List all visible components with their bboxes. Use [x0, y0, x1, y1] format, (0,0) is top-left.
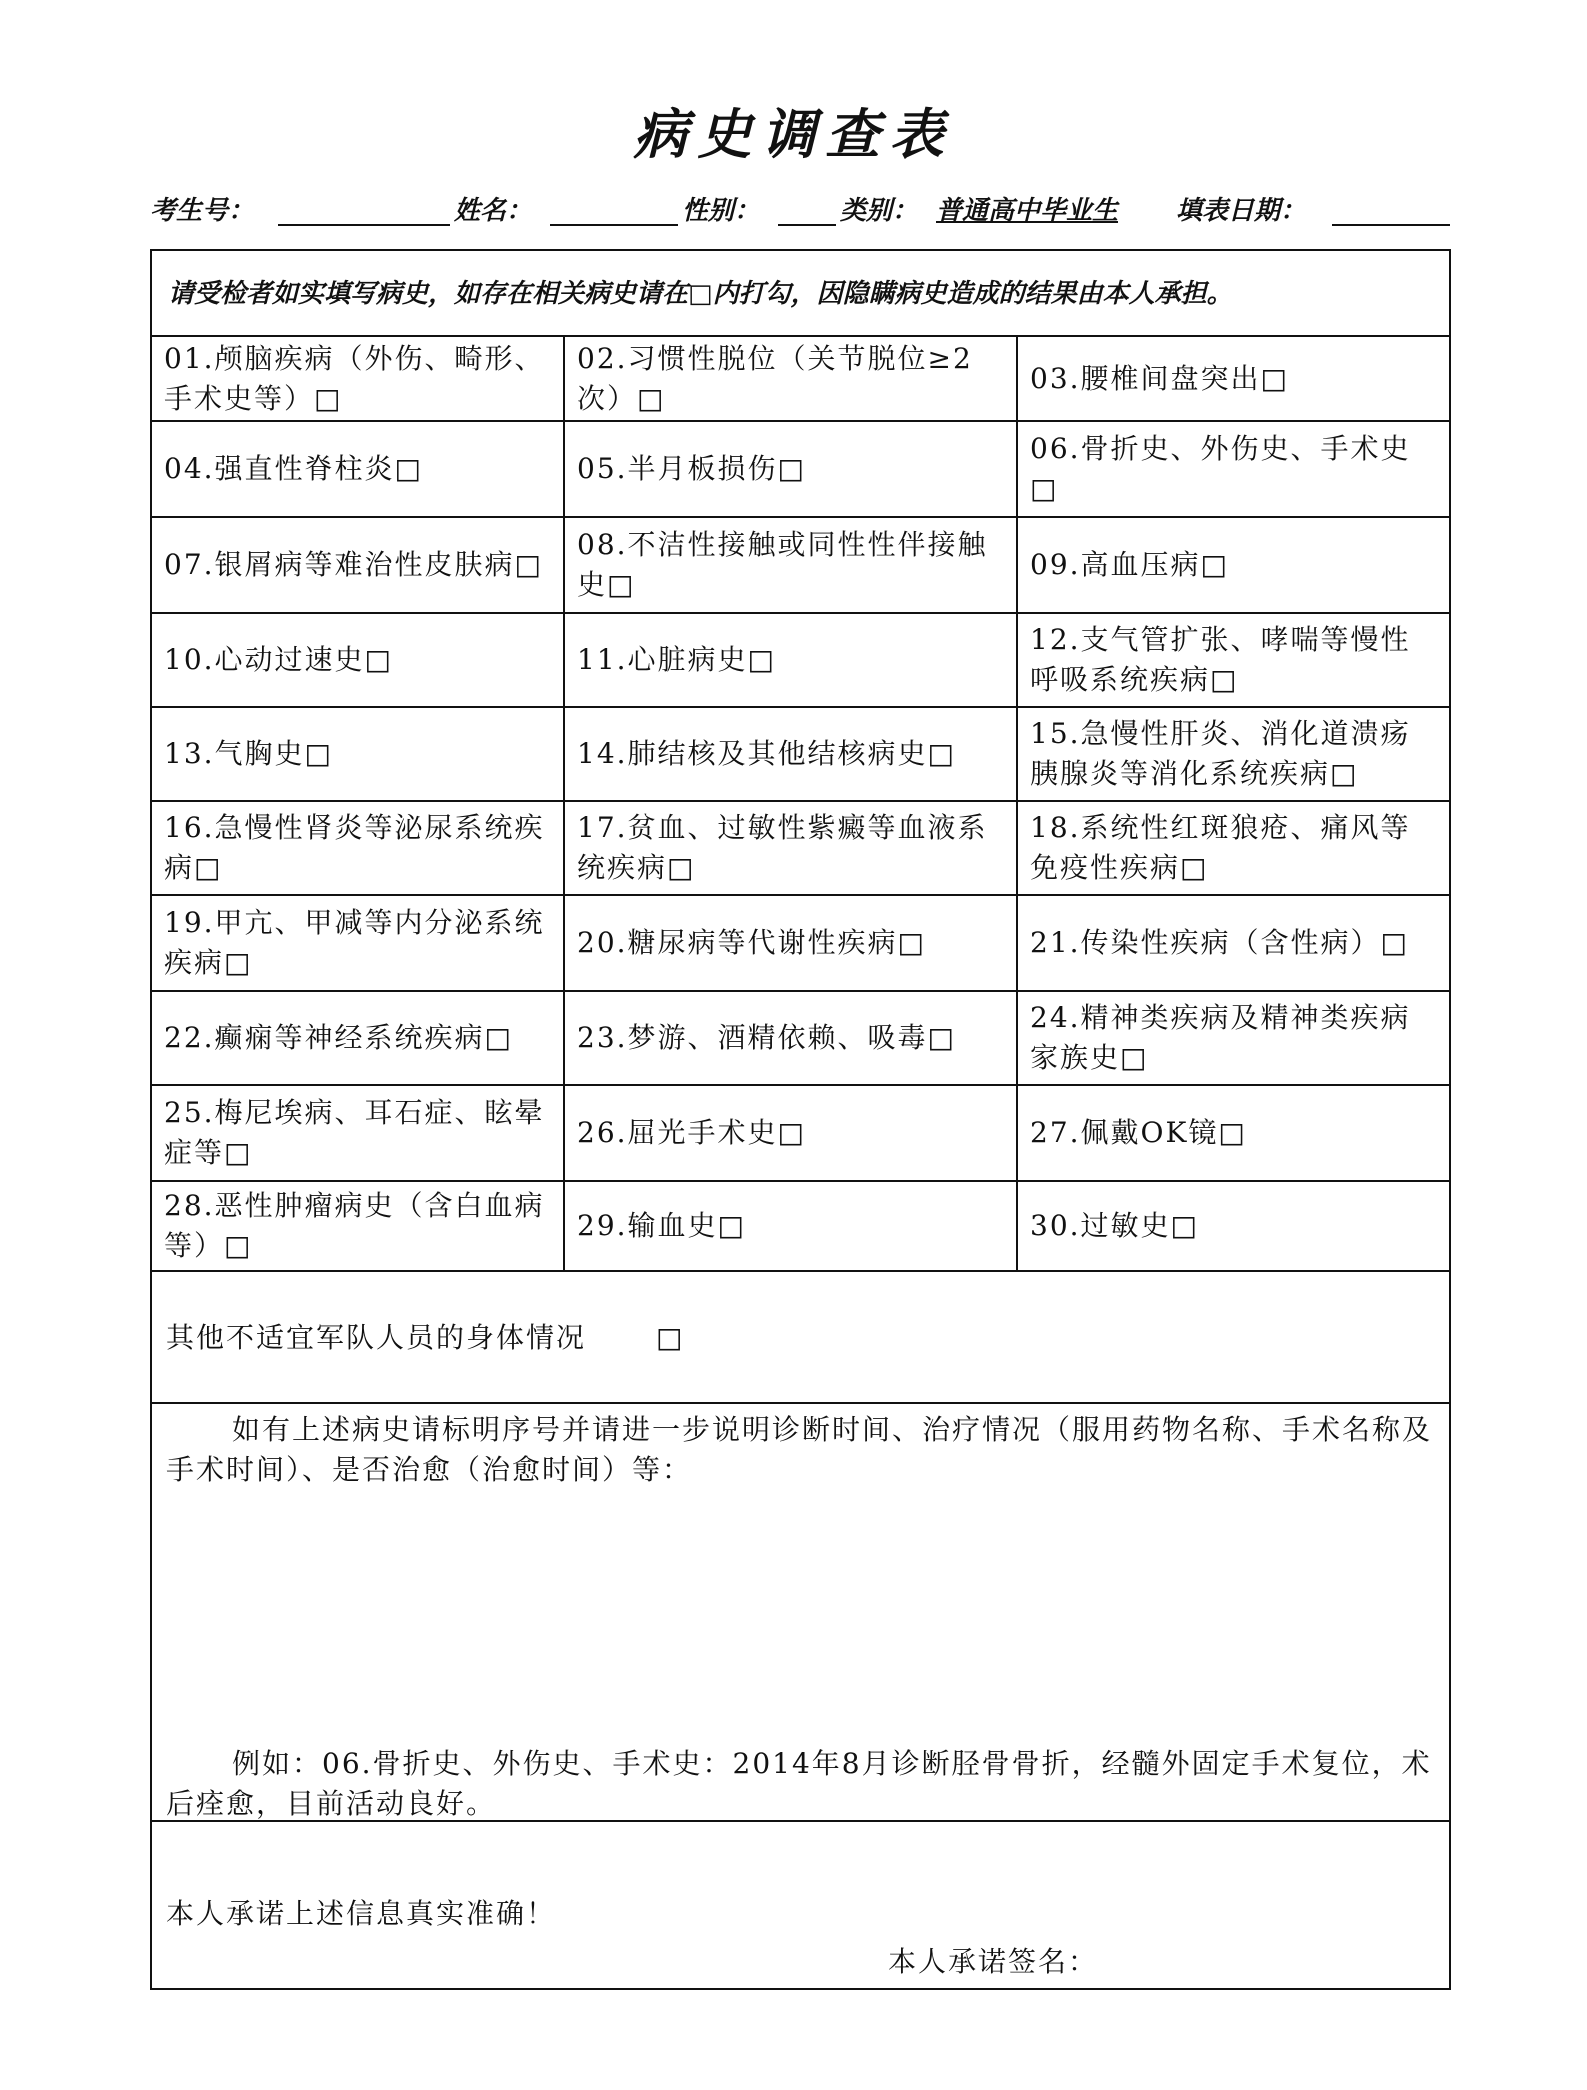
promise-statement: 本人承诺上述信息真实准确！: [166, 1897, 557, 1930]
checklist-item[interactable]: 22.癫痫等神经系统疾病□: [152, 991, 564, 1085]
name-field[interactable]: [550, 224, 678, 226]
checklist-item[interactable]: 25.梅尼埃病、耳石症、眩晕症等□: [152, 1085, 564, 1181]
checklist-item[interactable]: 27.佩戴OK镜□: [1017, 1085, 1449, 1181]
checklist-item[interactable]: 02.习惯性脱位（关节脱位≥2次）□: [564, 337, 1017, 421]
date-field[interactable]: [1332, 224, 1450, 226]
checklist-item[interactable]: 26.屈光手术史□: [564, 1085, 1017, 1181]
checklist-item[interactable]: 04.强直性脊柱炎□: [152, 421, 564, 517]
checklist-item[interactable]: 06.骨折史、外伤史、手术史□: [1017, 421, 1449, 517]
checklist-item[interactable]: 20.糖尿病等代谢性疾病□: [564, 895, 1017, 991]
detail-example: 例如：06.骨折史、外伤史、手术史：2014年8月诊断胫骨骨折，经髓外固定手术复位，术后痊愈，目前活动良好。: [166, 1747, 1432, 1820]
exam-no-label: 考生号：: [150, 196, 255, 226]
checklist-item[interactable]: 29.输血史□: [564, 1181, 1017, 1271]
other-condition-label: 其他不适宜军队人员的身体情况: [166, 1321, 587, 1354]
checklist-item[interactable]: 15.急慢性肝炎、消化道溃疡胰腺炎等消化系统疾病□: [1017, 707, 1449, 801]
checklist-item[interactable]: 13.气胸史□: [152, 707, 564, 801]
category-value: 普通高中毕业生: [936, 196, 1119, 226]
checklist-item[interactable]: 03.腰椎间盘突出□: [1017, 337, 1449, 421]
checklist-item[interactable]: 09.高血压病□: [1017, 517, 1449, 613]
checklist-item[interactable]: 11.心脏病史□: [564, 613, 1017, 707]
checklist-row: [152, 421, 1449, 517]
checklist-item[interactable]: 21.传染性疾病（含性病）□: [1017, 895, 1449, 991]
checklist-item[interactable]: 01.颅脑疾病（外伤、畸形、手术史等）□: [152, 337, 564, 421]
checklist-item[interactable]: 28.恶性肿瘤病史（含白血病等）□: [152, 1181, 564, 1271]
checklist-item[interactable]: 17.贫血、过敏性紫癜等血液系统疾病□: [564, 801, 1017, 895]
promise-section: [152, 1822, 1449, 1992]
checklist-row: [152, 707, 1449, 801]
checklist-row: [152, 517, 1449, 613]
history-detail-section[interactable]: [152, 1404, 1449, 1822]
disease-checklist: [152, 337, 1449, 1272]
checklist-item[interactable]: 07.银屑病等难治性皮肤病□: [152, 517, 564, 613]
category-label: 类别：: [840, 196, 919, 226]
medical-history-form: [150, 249, 1451, 1990]
checklist-row: [152, 1181, 1449, 1271]
checklist-row: [152, 1085, 1449, 1181]
page-title: 病史调查表: [633, 102, 954, 166]
checklist-item[interactable]: 10.心动过速史□: [152, 613, 564, 707]
notice-text: 请受检者如实填写病史，如存在相关病史请在□内打勾，因隐瞒病史造成的结果由本人承担。: [152, 251, 1449, 337]
header-info: [150, 190, 1450, 230]
checklist-row: [152, 337, 1449, 421]
checklist-row: [152, 801, 1449, 895]
checklist-item[interactable]: 12.支气管扩张、哮喘等慢性呼吸系统疾病□: [1017, 613, 1449, 707]
checklist-item[interactable]: 24.精神类疾病及精神类疾病家族史□: [1017, 991, 1449, 1085]
checklist-item[interactable]: 19.甲亢、甲减等内分泌系统疾病□: [152, 895, 564, 991]
checklist-row: [152, 895, 1449, 991]
name-label: 姓名：: [454, 196, 533, 226]
checklist-row: [152, 613, 1449, 707]
other-condition-row: [152, 1271, 1449, 1404]
gender-label: 性别：: [682, 196, 761, 226]
date-label: 填表日期：: [1176, 196, 1307, 226]
checklist-item[interactable]: 14.肺结核及其他结核病史□: [564, 707, 1017, 801]
checklist-item[interactable]: 30.过敏史□: [1017, 1181, 1449, 1271]
checklist-item[interactable]: 18.系统性红斑狼疮、痛风等免疫性疾病□: [1017, 801, 1449, 895]
gender-field[interactable]: [778, 224, 836, 226]
checklist-row: [152, 991, 1449, 1085]
other-condition-checkbox[interactable]: □: [656, 1321, 685, 1354]
checklist-item[interactable]: 08.不洁性接触或同性性伴接触史□: [564, 517, 1017, 613]
signature-label: 本人承诺签名：: [888, 1945, 1099, 1978]
checklist-item[interactable]: 16.急慢性肾炎等泌尿系统疾病□: [152, 801, 564, 895]
checklist-item[interactable]: 05.半月板损伤□: [564, 421, 1017, 517]
checklist-item[interactable]: 23.梦游、酒精依赖、吸毒□: [564, 991, 1017, 1085]
detail-instruction: 如有上述病史请标明序号并请进一步说明诊断时间、治疗情况（服用药物名称、手术名称及手术时间）、是否治愈（治愈时间）等：: [166, 1413, 1433, 1486]
exam-no-field[interactable]: [278, 224, 450, 226]
